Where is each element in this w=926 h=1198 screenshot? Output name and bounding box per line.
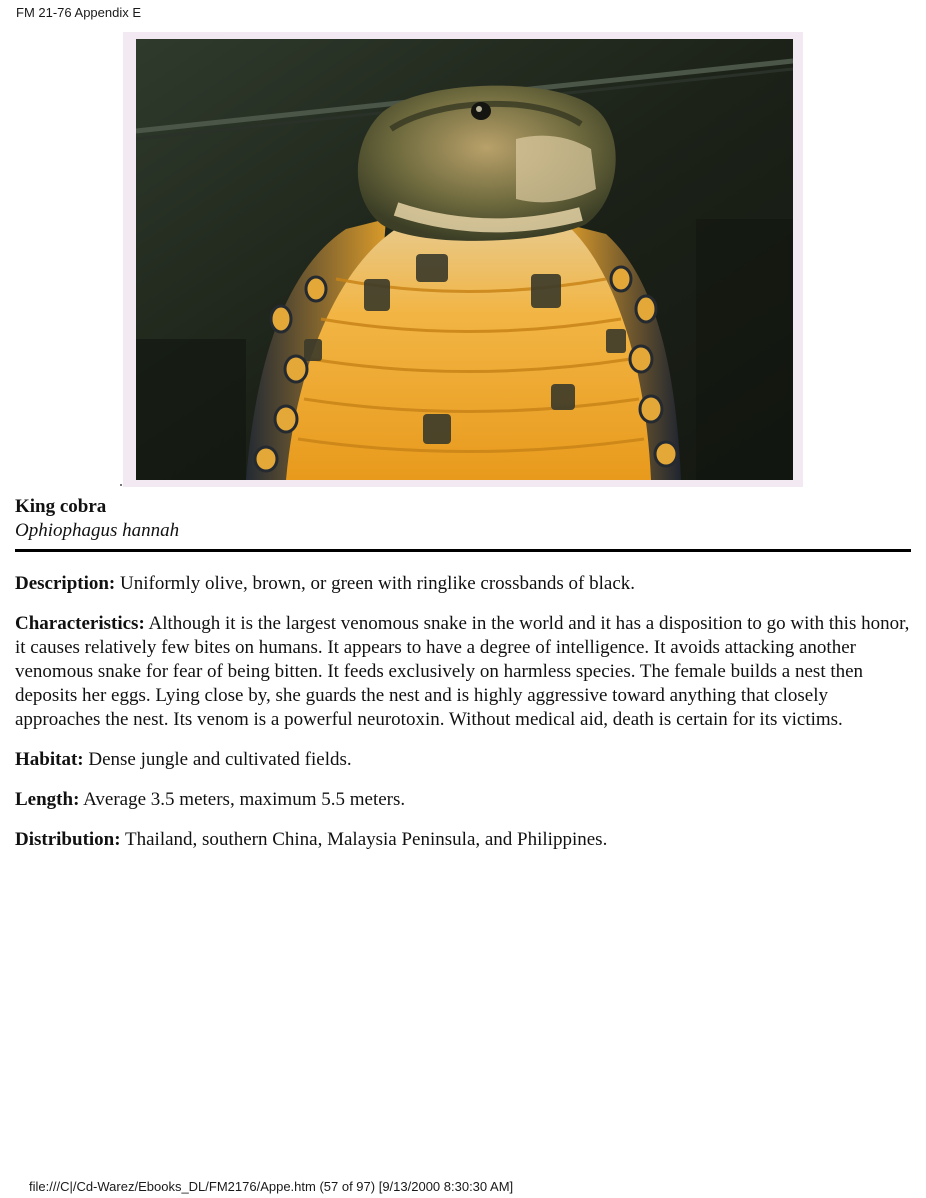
species-scientific-name: Ophiophagus hannah — [15, 520, 180, 541]
habitat-paragraph — [15, 748, 913, 772]
length-text: Average 3.5 meters, maximum 5.5 meters. — [83, 789, 406, 810]
section-divider — [15, 549, 911, 552]
characteristics-text: Although it is the largest venomous snake in the world and it has a disposition to go with this honor, it causes relatively few bites on humans. It appears to have a degree of intelligence. It avoids attacking another venomous snake for fear of being bitten. It feeds exclusively on harmless species. The female builds a nest then deposits her eggs. Lying close by, she guards the nest and is highly aggressive toward anything that closely approaches the nest. Its venom is a powerful neurotoxin. Without medical aid, death is certain for its victims. — [15, 613, 910, 730]
habitat-text: Dense jungle and cultivated fields. — [88, 749, 352, 770]
page-footer: file:///C|/Cd-Warez/Ebooks_DL/FM2176/Appe.htm (57 of 97) [9/13/2000 8:30:30 AM] — [29, 1179, 514, 1194]
running-header: FM 21-76 Appendix E — [16, 5, 142, 20]
characteristics-label: Characteristics: — [15, 613, 145, 634]
characteristics-paragraph — [15, 612, 913, 732]
description-label: Description: — [15, 573, 116, 594]
stray-mark — [120, 484, 122, 486]
habitat-label: Habitat: — [15, 749, 84, 770]
distribution-text: Thailand, southern China, Malaysia Peninsula, and Philippines. — [125, 829, 608, 850]
species-common-name: King cobra — [15, 496, 107, 517]
distribution-label: Distribution: — [15, 829, 121, 850]
description-text: Uniformly olive, brown, or green with ringlike crossbands of black. — [120, 573, 636, 594]
king-cobra-illustration — [136, 39, 793, 480]
length-label: Length: — [15, 789, 80, 810]
distribution-paragraph — [15, 828, 913, 852]
king-cobra-photo — [136, 39, 793, 480]
length-paragraph — [15, 788, 913, 812]
species-details — [15, 572, 913, 868]
description-paragraph — [15, 572, 913, 596]
photo-frame — [123, 32, 803, 487]
